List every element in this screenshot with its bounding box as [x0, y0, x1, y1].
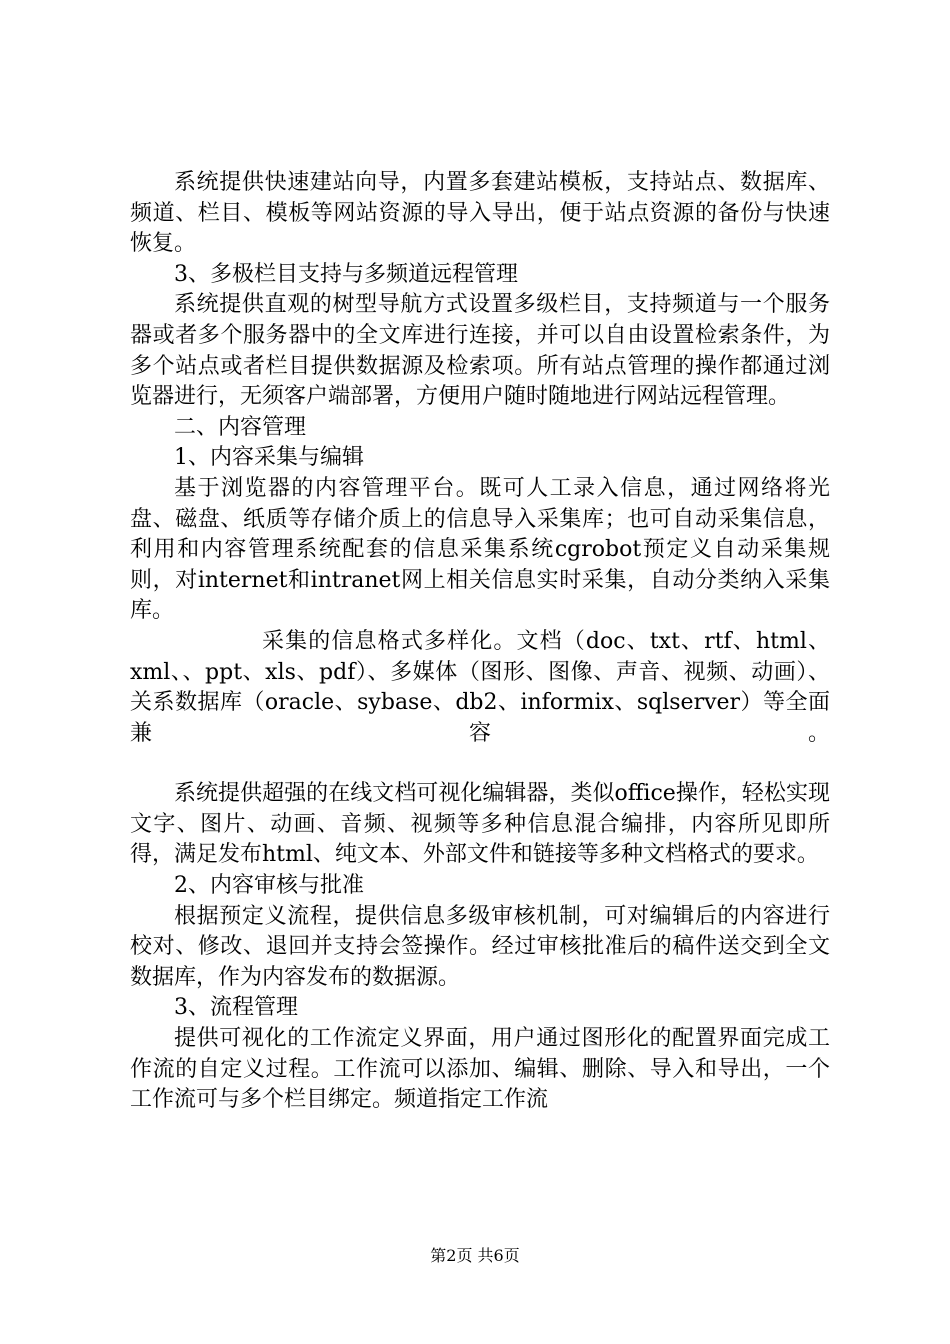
- section-heading: 1、内容采集与编辑: [174, 445, 364, 471]
- paragraph: 提供可视化的工作流定义界面，用户通过图形化的配置界面完成工作流的自定义过程。工作流可以添加、编辑、删除、导入和导出，一个工作流可与多个栏目绑定。频道指定工作流: [130, 1026, 830, 1113]
- paragraph: 基于浏览器的内容管理平台。既可人工录入信息，通过网络将光盘、磁盘、纸质等存储介质上的信息导入采集库；也可自动采集信息，利用和内容管理系统配套的信息采集系统cgrobot预定义自动采集规则，对internet和intranet网上相关信息实时采集，自动分类纳入采集库。: [130, 475, 830, 624]
- page-footer: 第2页 共6页: [430, 1246, 520, 1265]
- section-heading: 3、流程管理: [174, 995, 298, 1021]
- paragraph: 采集的信息格式多样化。文档（doc、txt、rtf、html、xml、、ppt、xls、pdf）、多媒体（图形、图像、声音、视频、动画）、关系数据库（oracle、sybase、db2、informix、sqlserver）等全面兼容。: [130, 628, 830, 746]
- section-heading: 3、多极栏目支持与多频道远程管理: [174, 261, 518, 287]
- paragraph: 根据预定义流程，提供信息多级审核机制，可对编辑后的内容进行校对、修改、退回并支持会签操作。经过审核批准后的稿件送交到全文数据库，作为内容发布的数据源。: [130, 903, 830, 990]
- paragraph: 系统提供快速建站向导，内置多套建站模板，支持站点、数据库、频道、栏目、模板等网站资源的导入导出，便于站点资源的备份与快速恢复。: [130, 170, 830, 257]
- paragraph: 系统提供直观的树型导航方式设置多级栏目，支持频道与一个服务器或者多个服务器中的全文库进行连接，并可以自由设置检索条件，为多个站点或者栏目提供数据源及检索项。所有站点管理的操作都通过浏览器进行，无须客户端部署，方便用户随时随地进行网站远程管理。: [130, 292, 830, 410]
- document-body: [130, 168, 830, 1116]
- section-heading: 2、内容审核与批准: [174, 873, 364, 899]
- paragraph: 系统提供超强的在线文档可视化编辑器，类似office操作，轻松实现文字、图片、动画、音频、视频等多种信息混合编排，内容所见即所得，满足发布html、纯文本、外部文件和链接等多种文档格式的要求。: [130, 781, 830, 868]
- chapter-heading: 二、内容管理: [174, 414, 307, 440]
